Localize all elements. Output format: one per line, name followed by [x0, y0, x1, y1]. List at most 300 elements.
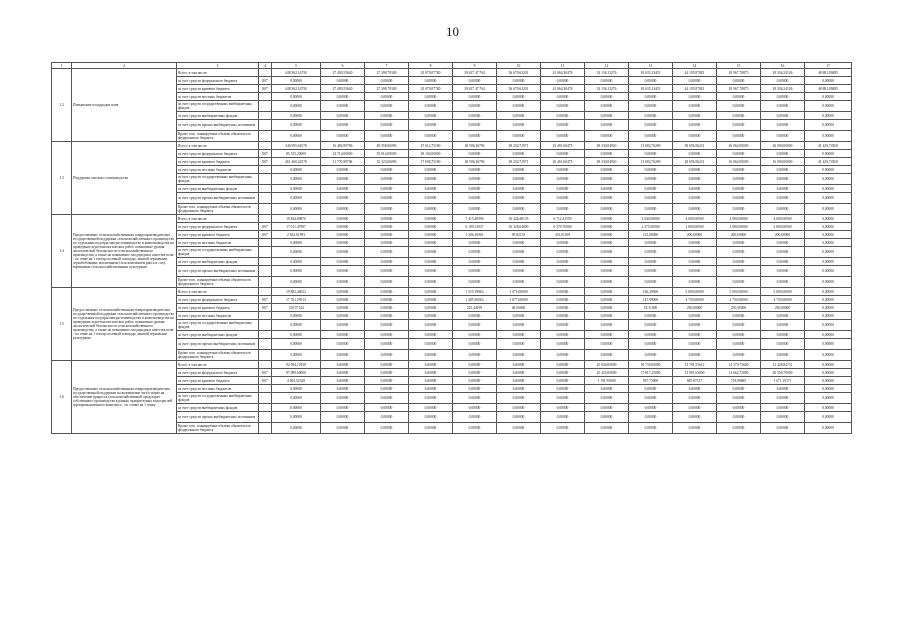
- amount-cell: 0,00000: [761, 112, 805, 120]
- amount-cell: 0,00000: [673, 423, 717, 434]
- amount-cell: 0,00000: [805, 231, 852, 239]
- amount-cell: 0,00000: [453, 331, 497, 339]
- amount-cell: 4 000,00000: [717, 215, 761, 223]
- amount-cell: 0,00000: [497, 266, 541, 277]
- amount-cell: 0,00000: [629, 131, 673, 142]
- amount-cell: 0,00000: [321, 339, 365, 350]
- budget-code: [259, 101, 272, 112]
- amount-cell: 0,00000: [629, 239, 673, 247]
- amount-cell: 18 735,00000: [629, 361, 673, 369]
- amount-cell: 0,00000: [541, 266, 585, 277]
- budget-code: [259, 142, 272, 150]
- amount-cell: 0,00000: [761, 312, 805, 320]
- amount-cell: 0,00000: [761, 385, 805, 393]
- amount-cell: 36 670,63201: [497, 69, 541, 77]
- amount-cell: 0,00000: [805, 239, 852, 247]
- amount-cell: 0,00000: [673, 412, 717, 423]
- amount-cell: 0,00000: [761, 339, 805, 350]
- budget-code: [259, 204, 272, 215]
- amount-cell: 0,00000: [541, 77, 585, 85]
- amount-cell: 0,00000: [761, 239, 805, 247]
- amount-cell: 0,00000: [541, 304, 585, 312]
- amount-cell: 0,00000: [272, 77, 321, 85]
- amount-cell: 0,00000: [453, 101, 497, 112]
- amount-cell: 0,00000: [541, 331, 585, 339]
- amount-cell: 33 136,13276: [585, 69, 629, 77]
- amount-cell: 0,00000: [497, 185, 541, 193]
- budget-code: [259, 112, 272, 120]
- amount-cell: 0,00000: [409, 404, 453, 412]
- amount-cell: 0,00000: [497, 377, 541, 385]
- amount-cell: 0,00000: [761, 247, 805, 258]
- funding-source-label: за счет средств федерального бюджета: [177, 296, 259, 304]
- amount-cell: 0,00000: [585, 131, 629, 142]
- amount-cell: 87 089,60000: [272, 369, 321, 377]
- amount-cell: 0,00000: [321, 312, 365, 320]
- amount-cell: 0,00000: [321, 266, 365, 277]
- column-number-11: 11: [541, 63, 585, 69]
- amount-cell: 0,00000: [717, 277, 761, 288]
- amount-cell: 0,00000: [272, 277, 321, 288]
- amount-cell: 120 97144: [272, 304, 321, 312]
- amount-cell: 0,00000: [585, 350, 629, 361]
- amount-cell: 13 781,55612: [673, 361, 717, 369]
- amount-cell: 16 062,00000: [717, 158, 761, 166]
- amount-cell: 0,00000: [453, 185, 497, 193]
- funding-source-label: за счет средств государственных внебюджетных фондов: [177, 393, 259, 404]
- amount-cell: 0,00000: [321, 320, 365, 331]
- funding-source-label: Всего, в том числе:: [177, 288, 259, 296]
- amount-cell: 0,00000: [717, 312, 761, 320]
- amount-cell: 0,00000: [321, 350, 365, 361]
- amount-cell: 0,00000: [272, 131, 321, 142]
- amount-cell: 0,00000: [409, 277, 453, 288]
- budget-code: [259, 350, 272, 361]
- budget-code: [259, 423, 272, 434]
- amount-cell: 333,01559: [541, 231, 585, 239]
- amount-cell: 0,00000: [272, 101, 321, 112]
- funding-source-label: за счет средств местных бюджетов: [177, 93, 259, 101]
- funding-source-label: за счет средств местных бюджетов: [177, 385, 259, 393]
- amount-cell: 0,00000: [541, 101, 585, 112]
- amount-cell: 0,00000: [629, 412, 673, 423]
- amount-cell: 0,00000: [805, 174, 852, 185]
- amount-cell: 0,00000: [629, 247, 673, 258]
- amount-cell: 28 506,36796: [453, 158, 497, 166]
- group-title: Поддержка элитного семеноводства: [72, 142, 177, 215]
- amount-cell: 29 336,54126: [761, 85, 805, 93]
- amount-cell: 0,00000: [497, 93, 541, 101]
- amount-cell: 0,00000: [541, 393, 585, 404]
- amount-cell: 0,00000: [272, 404, 321, 412]
- amount-cell: 0,00000: [585, 112, 629, 120]
- amount-cell: 0,00000: [673, 266, 717, 277]
- amount-cell: 1 206,16961: [453, 231, 497, 239]
- amount-cell: 0,00000: [321, 93, 365, 101]
- amount-cell: 0,00000: [541, 277, 585, 288]
- amount-cell: 5 000,00000: [717, 288, 761, 296]
- amount-cell: 0,00000: [453, 350, 497, 361]
- amount-cell: 5 000,00000: [673, 288, 717, 296]
- amount-cell: 0,00000: [453, 131, 497, 142]
- amount-cell: 25 435,00000: [585, 369, 629, 377]
- amount-cell: 18 635,13433: [629, 85, 673, 93]
- amount-cell: 48 881,09485: [805, 85, 852, 93]
- budget-code: [259, 258, 272, 266]
- amount-cell: 0,00000: [365, 93, 409, 101]
- amount-cell: 0,00000: [453, 277, 497, 288]
- amount-cell: 0,00000: [761, 393, 805, 404]
- amount-cell: 0,00000: [453, 174, 497, 185]
- funding-source-label: за счет средств федерального бюджета: [177, 150, 259, 158]
- amount-cell: 0,00000: [497, 131, 541, 142]
- amount-cell: 0,00000: [673, 350, 717, 361]
- amount-cell: 0,00000: [629, 320, 673, 331]
- amount-cell: 0,00000: [805, 77, 852, 85]
- amount-cell: 0,00000: [453, 193, 497, 204]
- budget-code: 807: [259, 377, 272, 385]
- amount-cell: 0,00000: [409, 77, 453, 85]
- amount-cell: 0,00000: [761, 320, 805, 331]
- amount-cell: 0,00000: [585, 266, 629, 277]
- amount-cell: 0,00000: [272, 166, 321, 174]
- amount-cell: 0,00000: [409, 112, 453, 120]
- funding-source-label: за счет средств местных бюджетов: [177, 239, 259, 247]
- budget-code: [259, 131, 272, 142]
- amount-cell: 0,00000: [272, 312, 321, 320]
- budget-code: 807: [259, 77, 272, 85]
- table-row: [52, 288, 852, 296]
- column-number-9: 9: [453, 63, 497, 69]
- amount-cell: 448 362,16750: [272, 85, 321, 93]
- amount-cell: 0,00000: [805, 131, 852, 142]
- amount-cell: 0,00000: [673, 404, 717, 412]
- amount-cell: 0,00000: [629, 404, 673, 412]
- amount-cell: 28 506,36796: [453, 142, 497, 150]
- amount-cell: 0,00000: [321, 231, 365, 239]
- amount-cell: 0,00000: [673, 166, 717, 174]
- amount-cell: 0,00000: [365, 101, 409, 112]
- amount-cell: 0,00000: [453, 166, 497, 174]
- amount-cell: 29 232,72971: [497, 142, 541, 150]
- amount-cell: 2 040,00000: [629, 215, 673, 223]
- amount-cell: 0,00000: [761, 174, 805, 185]
- amount-cell: 0,00000: [453, 312, 497, 320]
- amount-cell: 47 612,75180: [409, 142, 453, 150]
- amount-cell: 0,00000: [717, 120, 761, 131]
- amount-cell: 0,00000: [585, 231, 629, 239]
- amount-cell: 0,00000: [541, 131, 585, 142]
- amount-cell: 0,00000: [409, 412, 453, 423]
- column-number-4: 4: [259, 63, 272, 69]
- group-title: Предоставление сельскохозяйственным товаропроизводителям государственной поддержки сельскохозяйственного производства по отдельным подотраслям растениеводства и животноводства на проведение агротехнологических работ, повышение уровня экологической безопасности сельскохозяйственного производства, а также на повышение плодородия и качества почв - по севке на 1 гектар посевной площади, занятой зерновыми, зернобобовыми, масличными (за исключением рапса и сои), кормовыми сельскохозяйственными культурами: [72, 215, 177, 288]
- amount-cell: 19 844,09870: [272, 215, 321, 223]
- amount-cell: 0,00000: [272, 266, 321, 277]
- amount-cell: 0,00000: [541, 174, 585, 185]
- amount-cell: 0,00000: [497, 331, 541, 339]
- funding-source-label: за счет средств прочих внебюджетных источников: [177, 412, 259, 423]
- funding-source-label: за счет средств прочих внебюджетных источников: [177, 266, 259, 277]
- amount-cell: 0,00000: [673, 339, 717, 350]
- funding-source-label: за счет средств прочих внебюджетных источников: [177, 120, 259, 131]
- amount-cell: 0,00000: [321, 423, 365, 434]
- amount-cell: 13 683,70269: [629, 142, 673, 150]
- amount-cell: 1 077,00000: [497, 296, 541, 304]
- amount-cell: 18 967,78875: [717, 85, 761, 93]
- budget-code: 807: [259, 223, 272, 231]
- amount-cell: 0,00000: [409, 377, 453, 385]
- amount-cell: 0,00000: [673, 312, 717, 320]
- amount-cell: 55 014,00000: [365, 150, 409, 158]
- amount-cell: 0,00000: [321, 277, 365, 288]
- amount-cell: 147,99000: [629, 296, 673, 304]
- amount-cell: 13 091,63000: [673, 369, 717, 377]
- amount-cell: 0,00000: [497, 369, 541, 377]
- budget-code: [259, 93, 272, 101]
- column-number-8: 8: [409, 63, 453, 69]
- amount-cell: 0,00000: [365, 412, 409, 423]
- budget-code: [259, 266, 272, 277]
- amount-cell: 0,00000: [453, 393, 497, 404]
- amount-cell: 0,00000: [321, 288, 365, 296]
- amount-cell: 0,00000: [585, 412, 629, 423]
- amount-cell: 0,00000: [409, 304, 453, 312]
- amount-cell: 0,00000: [585, 339, 629, 350]
- group-title: Предоставление сельскохозяйственным товаропроизводителям государственной поддержки сельскохозяйственного производства по отдельным подотраслям растениеводства и животноводства на проведение агротехнологических работ, повышение уровня экологической безопасности сельскохозяйственного производства, а также на повышение плодородия и качества почв - по севке на 1 гектар посевной площади, занятой зерновыми культурами: [72, 288, 177, 361]
- amount-cell: 0,00000: [321, 77, 365, 85]
- amount-cell: 0,00000: [321, 331, 365, 339]
- amount-cell: 0,00000: [272, 112, 321, 120]
- amount-cell: 0,00000: [805, 112, 852, 120]
- amount-cell: 23 491,60475: [541, 142, 585, 150]
- budget-code: 807: [259, 150, 272, 158]
- amount-cell: 0,00000: [409, 185, 453, 193]
- amount-cell: 0,00000: [805, 423, 852, 434]
- table-row: [52, 69, 852, 77]
- amount-cell: 0,00000: [673, 120, 717, 131]
- amount-cell: 7 415,40990: [453, 215, 497, 223]
- amount-cell: 0,00000: [497, 77, 541, 85]
- amount-cell: 1 800,00000: [673, 223, 717, 231]
- amount-cell: 29 336,54126: [761, 69, 805, 77]
- amount-cell: 44 105,87881: [673, 69, 717, 77]
- amount-cell: 0,00000: [365, 385, 409, 393]
- budget-code: [259, 185, 272, 193]
- amount-cell: 0,00000: [805, 312, 852, 320]
- amount-cell: 0,00000: [453, 412, 497, 423]
- amount-cell: 0,00000: [409, 361, 453, 369]
- column-number-15: 15: [717, 63, 761, 69]
- amount-cell: 0,00000: [497, 339, 541, 350]
- amount-cell: 0,00000: [717, 193, 761, 204]
- amount-cell: 35 079,07780: [409, 85, 453, 93]
- amount-cell: 27 398,79349: [365, 85, 409, 93]
- amount-cell: 0,00000: [717, 350, 761, 361]
- funding-source-label: за счет средств местных бюджетов: [177, 166, 259, 174]
- amount-cell: 0,00000: [717, 258, 761, 266]
- amount-cell: 0,00000: [272, 393, 321, 404]
- funding-source-label: за счет средств внебюджетных фондов: [177, 331, 259, 339]
- amount-cell: 29 330,04920: [585, 142, 629, 150]
- amount-cell: 0,00000: [365, 423, 409, 434]
- amount-cell: 6 370,70000: [541, 223, 585, 231]
- amount-cell: 0,00000: [585, 193, 629, 204]
- amount-cell: 0,00000: [717, 412, 761, 423]
- amount-cell: 4 750,00000: [673, 296, 717, 304]
- amount-cell: 0,00000: [497, 258, 541, 266]
- amount-cell: 0,00000: [717, 93, 761, 101]
- amount-cell: 0,00000: [717, 174, 761, 185]
- amount-cell: 29 232,72971: [497, 158, 541, 166]
- amount-cell: 0,00000: [272, 331, 321, 339]
- table-row: [52, 215, 852, 223]
- amount-cell: 0,00000: [805, 93, 852, 101]
- amount-cell: 0,00000: [805, 247, 852, 258]
- column-number-12: 12: [585, 63, 629, 69]
- table-body: [52, 63, 852, 434]
- amount-cell: 0,00000: [673, 393, 717, 404]
- amount-cell: 0,00000: [541, 296, 585, 304]
- amount-cell: 0,00000: [629, 350, 673, 361]
- amount-cell: 0,00000: [673, 320, 717, 331]
- amount-cell: 0,00000: [805, 204, 852, 215]
- funding-source-label: за счет средств краевого бюджета: [177, 231, 259, 239]
- amount-cell: 0,00000: [761, 412, 805, 423]
- group-number: 1.3: [52, 142, 72, 215]
- amount-cell: 19 882,44022: [272, 288, 321, 296]
- funding-source-label: Всего, в том числе:: [177, 69, 259, 77]
- amount-cell: 0,00000: [673, 93, 717, 101]
- amount-cell: 48 00000: [497, 304, 541, 312]
- amount-cell: 0,00000: [585, 185, 629, 193]
- amount-cell: 448 362,16750: [272, 69, 321, 77]
- amount-cell: 0,00000: [409, 204, 453, 215]
- amount-cell: 0,00000: [453, 239, 497, 247]
- amount-cell: 0,00000: [541, 150, 585, 158]
- budget-code: 807: [259, 85, 272, 93]
- group-number: 1.4: [52, 215, 72, 288]
- amount-cell: 125,00000: [629, 231, 673, 239]
- amount-cell: 0,00000: [541, 385, 585, 393]
- amount-cell: 0,00000: [321, 404, 365, 412]
- amount-cell: 0,00000: [629, 174, 673, 185]
- amount-cell: 4 750,00000: [717, 296, 761, 304]
- amount-cell: 0,00000: [761, 120, 805, 131]
- amount-cell: 0,00000: [805, 412, 852, 423]
- amount-cell: 0,00000: [541, 239, 585, 247]
- amount-cell: 0,00000: [541, 339, 585, 350]
- amount-cell: 0,00000: [321, 258, 365, 266]
- amount-cell: 0,00000: [629, 312, 673, 320]
- amount-cell: 0,00000: [541, 412, 585, 423]
- amount-cell: 685 87137: [673, 377, 717, 385]
- amount-cell: 16 484,99796: [321, 142, 365, 150]
- amount-cell: 0,00000: [365, 312, 409, 320]
- amount-cell: 0,00000: [585, 385, 629, 393]
- amount-cell: 0,00000: [629, 331, 673, 339]
- amount-cell: 44 105,87881: [673, 85, 717, 93]
- amount-cell: 0,00000: [409, 385, 453, 393]
- amount-cell: 0,00000: [409, 174, 453, 185]
- amount-cell: 0,00000: [409, 288, 453, 296]
- amount-cell: 0,00000: [673, 258, 717, 266]
- amount-cell: 0,00000: [761, 101, 805, 112]
- amount-cell: 0,00000: [272, 247, 321, 258]
- amount-cell: 39 637 47 764: [453, 85, 497, 93]
- amount-cell: 0,00000: [761, 150, 805, 158]
- amount-cell: 0,00000: [585, 277, 629, 288]
- amount-cell: 0,00000: [761, 193, 805, 204]
- amount-cell: 0,00000: [805, 304, 852, 312]
- amount-cell: 0,00000: [805, 258, 852, 266]
- amount-cell: 0,00000: [453, 377, 497, 385]
- funding-source-label: за счет средств государственных внебюджетных фондов: [177, 247, 259, 258]
- group-number: 1.6: [52, 361, 72, 434]
- amount-cell: 0,00000: [409, 93, 453, 101]
- group-title: Повышение плодородия почв: [72, 69, 177, 142]
- group-number: 1.2: [52, 69, 72, 142]
- amount-cell: 0,00000: [673, 112, 717, 120]
- amount-cell: 0,00000: [673, 247, 717, 258]
- amount-cell: 0,00000: [453, 93, 497, 101]
- amount-cell: 0,00000: [321, 131, 365, 142]
- amount-cell: 0,00000: [321, 239, 365, 247]
- amount-cell: 41 064,30478: [541, 69, 585, 77]
- amount-cell: 0,00000: [673, 277, 717, 288]
- budget-code: [259, 312, 272, 320]
- amount-cell: 0,00000: [541, 312, 585, 320]
- amount-cell: 0,00000: [629, 423, 673, 434]
- amount-cell: 0,00000: [761, 423, 805, 434]
- funding-source-label: Кроме того, планируемые объемы обязательств федерального бюджета: [177, 423, 259, 434]
- amount-cell: 0,00000: [761, 350, 805, 361]
- amount-cell: 0,00000: [321, 361, 365, 369]
- amount-cell: 1 191 95000: [585, 377, 629, 385]
- amount-cell: 0,00000: [409, 266, 453, 277]
- funding-source-label: за счет средств прочих внебюджетных источников: [177, 339, 259, 350]
- amount-cell: 0,00000: [497, 320, 541, 331]
- amount-cell: 0,00000: [497, 247, 541, 258]
- amount-cell: 3 800,00000: [761, 223, 805, 231]
- amount-cell: 0,00000: [321, 304, 365, 312]
- amount-cell: 166,30000: [629, 288, 673, 296]
- amount-cell: 25 630,00000: [585, 361, 629, 369]
- amount-cell: 0,00000: [585, 320, 629, 331]
- amount-cell: 41 429,74569: [805, 158, 852, 166]
- amount-cell: 0,00000: [497, 174, 541, 185]
- amount-cell: 0,00000: [272, 339, 321, 350]
- amount-cell: 0,00000: [541, 377, 585, 385]
- amount-cell: 261 460,42570: [272, 158, 321, 166]
- amount-cell: 0,00000: [717, 131, 761, 142]
- amount-cell: 0,00000: [585, 296, 629, 304]
- amount-cell: 0,00000: [585, 393, 629, 404]
- funding-source-label: за счет средств государственных внебюджетных фондов: [177, 174, 259, 185]
- column-number-13: 13: [629, 63, 673, 69]
- amount-cell: 0,00000: [717, 112, 761, 120]
- amount-cell: 0,00000: [541, 258, 585, 266]
- amount-cell: 0,00000: [365, 320, 409, 331]
- amount-cell: 0,00000: [409, 231, 453, 239]
- table-row: [52, 361, 852, 369]
- amount-cell: 0,00000: [585, 93, 629, 101]
- amount-cell: 4 000,00000: [761, 215, 805, 223]
- amount-cell: 0,00000: [717, 404, 761, 412]
- amount-cell: 35 323,06090: [365, 158, 409, 166]
- amount-cell: 0,00000: [497, 193, 541, 204]
- budget-code: [259, 69, 272, 77]
- amount-cell: 0,00000: [321, 223, 365, 231]
